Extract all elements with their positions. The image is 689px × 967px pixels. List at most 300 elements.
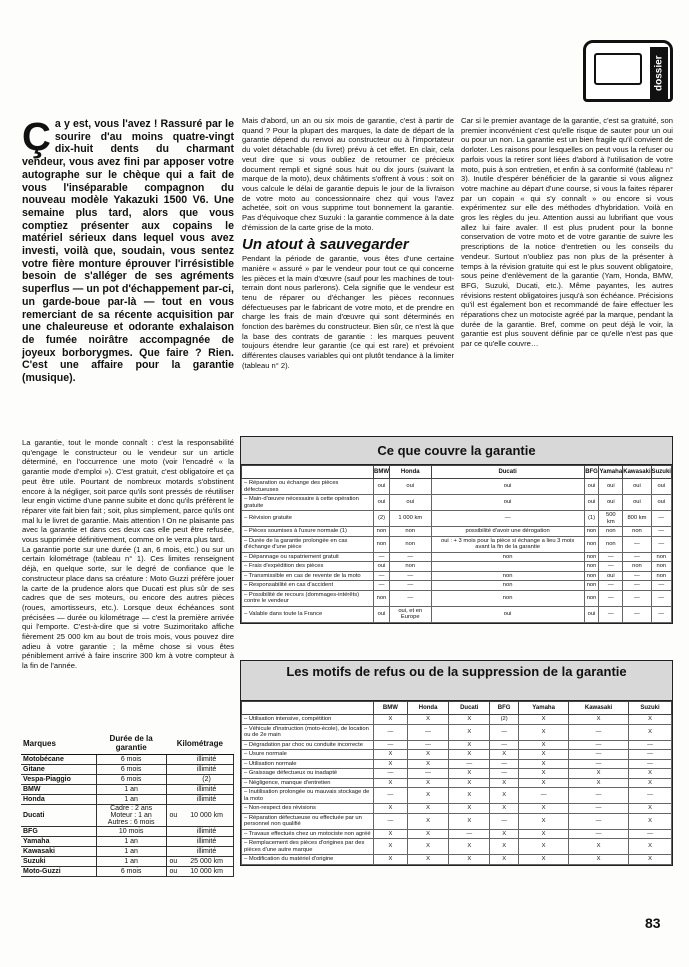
brand-header: Ducati: [449, 702, 490, 715]
table-cell: ou: [166, 867, 180, 877]
table-cell: [166, 795, 180, 805]
table-cell: —: [569, 829, 629, 839]
table-cell: illimité: [180, 765, 233, 775]
table-cell: X: [519, 804, 569, 814]
table-cell: X: [449, 804, 490, 814]
table-cell: —: [490, 769, 519, 779]
table-cell: Moto-Guzzi: [21, 867, 96, 877]
table-cell: X: [407, 759, 449, 769]
table-cell: non: [599, 527, 623, 537]
table-cell: non: [599, 536, 623, 552]
brand-header: Suzuki: [651, 466, 671, 479]
table-cell: X: [519, 778, 569, 788]
table-cell: —: [629, 750, 672, 760]
table-cell: non: [431, 590, 584, 606]
table-cell: —: [599, 581, 623, 591]
brand-header: Suzuki: [629, 702, 672, 715]
table-cell: —: [374, 740, 408, 750]
column-1-text: La garantie, tout le monde connaît : c'est la responsabilité qu'engage le constructeur ou le vendeur sur un article déterminé, en l'occurrence une moto (voir l'encadré « la garantie mode d'emploi »). C'est gratuit, c'est obligatoire et ça peut être utile. Pourtant de nombreux motards s'obstinent encore à la négliger, soit parce qu'ils sont pressés de réutiliser leur engin victime d'une panne subite et donc qu'ils préfèrent le réparer vite fait bien fait ; soit, plus simplement, parce qu'ils ont mal lu le livret de garantie. Mais attention ! On ne plaisante pas avec la garantie et dans ces deux cas elle peut être refusée, vous supprimée définitivement, comme on le verra plus tard. La garantie porte sur une durée (1 an, 6 mois, etc.) ou sur un certain kilométrage (tableau n° 1). Ces limites renseignent déjà, en quelque sorte, sur le degré de confiance que le constructeur place dans sa créature : Moto Guzzi préfère jouer la carte de la prudence alors que Ducati est plus sûr de ses cadres que de ses moteurs, ou encore des autres pièces (roues, amortisseurs, etc.). Lorsque deux échéances sont précisées — durée ou kilométrage — c'est la première arrivée qui l'emporte. C'est-à-dire que si votre Suzimoritako affiche fièrement 25 000 km au bout de trois mois, vous pouvez dire adieu à votre garantie ; la même chose si vous êtes péniblement arrivé à faire inscrire 300 km à votre compteur à la fin de l'année.: [22, 438, 234, 671]
table-cell: X: [407, 750, 449, 760]
section-heading: Un atout à sauvegarder: [242, 236, 409, 254]
table-cell: —: [449, 759, 490, 769]
table-cell: non: [584, 590, 599, 606]
refusals-table: [240, 660, 673, 866]
table-row: [242, 778, 672, 788]
table-cell: Motobécane: [21, 755, 96, 765]
table-cell: non: [584, 527, 599, 537]
row-label: – Remplacement des pièces d'origines par des pièces d'une autre marque: [242, 839, 374, 855]
table-cell: —: [449, 829, 490, 839]
table-cell: —: [390, 571, 432, 581]
table-cell: non: [431, 552, 584, 562]
table-cell: X: [629, 769, 672, 779]
brand-header: Ducati: [431, 466, 584, 479]
table-cell: —: [623, 581, 651, 591]
table-cell: non: [390, 527, 432, 537]
table-cell: X: [449, 855, 490, 865]
table-cell: —: [569, 813, 629, 829]
table-cell: —: [623, 606, 651, 622]
column-2-text-2: Pendant la période de garantie, vous êtes d'une certaine manière « assuré » par le vendeur pour tout ce qui concerne les pièces et la main d'œuvre (sauf pour les machines de tout-terrain dont nous parlerons). Cela signifie que le vendeur est tenu de réparer ou d'échanger les pièces reconnues défectueuses par le fabricant de votre moto, et de prendre en charge les frais de main d'œuvre qui sont déterminés en fonction des barèmes du constructeur. Bien sûr, ce n'est là que la base des contrats de garantie : les marques peuvent toujours étendre leur garantie (ce qui est rare) et prévoient différentes clauses variables qui ont plutôt tendance à la limiter (tableau n° 2).: [242, 254, 454, 370]
brand-header: BMW: [374, 702, 408, 715]
row-label: – Main-d'œuvre nécessaire à cette opération gratuite: [242, 495, 374, 511]
row-label: – Travaux effectués chez un motociste non agréé: [242, 829, 374, 839]
row-label: – Valable dans toute la France: [242, 606, 374, 622]
table-cell: —: [651, 511, 671, 527]
table-cell: X: [374, 839, 408, 855]
table-cell: X: [519, 769, 569, 779]
table-row: [242, 813, 672, 829]
table-row: [242, 527, 672, 537]
table-cell: non: [584, 536, 599, 552]
table-row: [242, 536, 672, 552]
table-cell: —: [629, 829, 672, 839]
table-cell: X: [569, 855, 629, 865]
table-cell: X: [374, 804, 408, 814]
intro-text: a y est, vous l'avez ! Rassuré par le sourire d'au moins quatre-vingt dix-huit dents du charmant vendeur, vous avez fini par apposer votre autographe sur le chèque qui a fait de vous l'inséparable compagnon du nouveau modèle Yakazuki 1500 V6. Une semaine plus tard, alors que vous comptiez présenter aux copains le matériel sérieux dans lequel vous avez investi, voilà que, soudain, vous sentez votre fière monture éprouver l'irrésistible besoin de s'alléger de ses agréments superflus — un pot d'échappement par-ci, un garde-boue par-là — tout en vous remerciant de sa récente acquisition par une chaleureuse et odorante exhalaison de fumée noirâtre accompagnée de joyeux borborygmes. Que faire ? Rien. C'est une affaire pour la garantie (musique).: [22, 118, 234, 385]
table-cell: oui: [599, 495, 623, 511]
table-cell: X: [407, 855, 449, 865]
row-label: – Utilisation normale: [242, 759, 374, 769]
table-cell: —: [629, 740, 672, 750]
table-cell: X: [449, 740, 490, 750]
brand-header: BMW: [374, 466, 390, 479]
table-cell: —: [374, 724, 408, 740]
table-cell: Honda: [21, 795, 96, 805]
table-cell: X: [374, 778, 408, 788]
table-cell: 1 000 km: [390, 511, 432, 527]
table-cell: X: [407, 839, 449, 855]
table-cell: X: [519, 715, 569, 725]
table-cell: non: [651, 571, 671, 581]
table-cell: Vespa-Piaggio: [21, 775, 96, 785]
table-row: [242, 552, 672, 562]
table-cell: —: [651, 581, 671, 591]
table-row: [242, 740, 672, 750]
table-cell: X: [629, 715, 672, 725]
table-cell: X: [519, 759, 569, 769]
table-cell: X: [407, 829, 449, 839]
table-cell: —: [374, 813, 408, 829]
table-row: [21, 837, 234, 847]
table-cell: —: [569, 724, 629, 740]
table-cell: X: [629, 804, 672, 814]
table-cell: X: [519, 839, 569, 855]
table-cell: —: [569, 750, 629, 760]
table-cell: X: [519, 740, 569, 750]
row-label: – Transmissible en cas de revente de la moto: [242, 571, 374, 581]
table-cell: —: [374, 552, 390, 562]
header-kilometrage: Kilométrage: [166, 732, 233, 755]
table-cell: oui: [431, 495, 584, 511]
covers-corner: [242, 466, 374, 479]
table-cell: oui: [431, 606, 584, 622]
brand-header: Yamaha: [599, 466, 623, 479]
table-cell: oui: [623, 495, 651, 511]
row-label: – Négligence, manque d'entretien: [242, 778, 374, 788]
table-cell: non: [584, 571, 599, 581]
dossier-tab: [583, 40, 673, 102]
table-cell: X: [519, 750, 569, 760]
table-cell: X: [407, 804, 449, 814]
table-cell: 10 mois: [96, 827, 166, 837]
table-row: [242, 788, 672, 804]
table-cell: X: [374, 759, 408, 769]
table-row: [242, 855, 672, 865]
table-cell: oui: [584, 479, 599, 495]
table-cell: —: [407, 724, 449, 740]
table-row: [21, 785, 234, 795]
table-cell: X: [519, 813, 569, 829]
table-cell: —: [519, 788, 569, 804]
brand-header: Kawasaki: [623, 466, 651, 479]
row-label: – Inutilisation prolongée ou mauvais stockage de la moto: [242, 788, 374, 804]
table-cell: X: [490, 839, 519, 855]
table-cell: [166, 765, 180, 775]
table-row: [242, 495, 672, 511]
table-cell: X: [569, 715, 629, 725]
table-cell: —: [390, 581, 432, 591]
table-cell: [166, 827, 180, 837]
table-row: [21, 857, 234, 867]
brand-header: BFG: [584, 466, 599, 479]
table-cell: —: [407, 740, 449, 750]
table-cell: —: [569, 759, 629, 769]
covers-table: [240, 436, 673, 624]
table-cell: X: [449, 839, 490, 855]
table-cell: X: [449, 769, 490, 779]
table-cell: X: [490, 855, 519, 865]
table-row: [242, 571, 672, 581]
table-cell: —: [490, 759, 519, 769]
table-row: [242, 479, 672, 495]
table-cell: X: [490, 788, 519, 804]
row-label: – Responsabilité en cas d'accident: [242, 581, 374, 591]
table-cell: [166, 775, 180, 785]
table-cell: —: [490, 813, 519, 829]
table-cell: oui : + 3 mois pour la pièce si échange a lieu 3 mois avant la fin de la garantie: [431, 536, 584, 552]
table-cell: non: [651, 552, 671, 562]
row-label: – Usure normale: [242, 750, 374, 760]
table-row: [242, 759, 672, 769]
table-cell: 25 000 km: [180, 857, 233, 867]
row-label: – Véhicule d'instruction (moto-école), de location ou de 2e main: [242, 724, 374, 740]
table-row: [242, 511, 672, 527]
table-cell: X: [374, 829, 408, 839]
table-cell: [166, 785, 180, 795]
table-cell: oui: [390, 479, 432, 495]
table-row: [21, 805, 234, 827]
table-cell: —: [407, 769, 449, 779]
table-cell: oui: [651, 479, 671, 495]
row-label: – Dépannage ou rapatriement gratuit: [242, 552, 374, 562]
table-cell: oui: [599, 479, 623, 495]
table-row: [242, 804, 672, 814]
table-cell: oui: [599, 571, 623, 581]
table-cell: non: [584, 581, 599, 591]
table-cell: —: [629, 759, 672, 769]
refusals-table-title: Les motifs de refus ou de la suppression de la garantie: [241, 661, 672, 701]
table-cell: X: [374, 855, 408, 865]
table-cell: X: [519, 724, 569, 740]
table-cell: —: [431, 511, 584, 527]
table-cell: —: [623, 571, 651, 581]
table-row: [242, 839, 672, 855]
table-cell: X: [490, 778, 519, 788]
table-cell: 6 mois: [96, 755, 166, 765]
table-cell: X: [449, 715, 490, 725]
row-label: – Réparation défectueuse ou effectuée par un personnel non qualifié: [242, 813, 374, 829]
table-cell: —: [623, 590, 651, 606]
table-cell: X: [407, 813, 449, 829]
table-cell: —: [569, 804, 629, 814]
table-row: [21, 795, 234, 805]
header-duree: Durée de la garantie: [96, 732, 166, 755]
table-cell: —: [651, 606, 671, 622]
refusals-corner: [242, 702, 374, 715]
table-cell: non: [374, 536, 390, 552]
intro-block: [22, 115, 234, 385]
table-row: [242, 590, 672, 606]
table-row: [242, 724, 672, 740]
table-row: [242, 750, 672, 760]
table-cell: X: [569, 839, 629, 855]
table-cell: X: [490, 804, 519, 814]
table-cell: (2): [180, 775, 233, 785]
column-2-text: Mais d'abord, un an ou six mois de garantie, c'est à partir de quand ? Pour la plupart des marques, la date de départ de la garantie dépend du renvoi au constructeur ou à l'importateur du volet détachable (du livret) prévu à cet effet. En clair, cela veut dire que si vous oubliez de retourner ce précieux document rempli et signé sous huit ou dix jours (suivant la marque de la moto), deux châtiments s'offrent à vous : soit on vous calcule le délai de garantie depuis le jour de la livraison de votre moto au concessionnaire chez qui vous l'avez achetée, soit on vous supprime tout bonnement la garantie. Pas d'équivoque chez Suzuki : la garantie commence à la date d'émission de la carte grise de la moto.: [242, 116, 454, 232]
table-cell: 800 km: [623, 511, 651, 527]
row-label: – Réparation ou échange des pièces défectueuses: [242, 479, 374, 495]
row-label: – Modification du matériel d'origine: [242, 855, 374, 865]
brand-header: Kawasaki: [569, 702, 629, 715]
table-cell: X: [629, 724, 672, 740]
table-cell: X: [374, 715, 408, 725]
tab-frame-graphic: [594, 53, 642, 85]
dropcap: Ç: [22, 115, 51, 159]
table-cell: —: [629, 788, 672, 804]
table-cell: 1 an: [96, 795, 166, 805]
row-label: – Graissage défectueux ou inadapté: [242, 769, 374, 779]
table-cell: —: [374, 788, 408, 804]
table-cell: non: [390, 536, 432, 552]
table-cell: 1 an: [96, 847, 166, 857]
table-cell: X: [569, 769, 629, 779]
table-cell: —: [374, 571, 390, 581]
brand-header: Honda: [390, 466, 432, 479]
table-cell: Yamaha: [21, 837, 96, 847]
table-cell: BFG: [21, 827, 96, 837]
table-cell: Gitane: [21, 765, 96, 775]
table-cell: X: [629, 855, 672, 865]
table-cell: ou: [166, 857, 180, 867]
table-cell: —: [623, 552, 651, 562]
table-cell: BMW: [21, 785, 96, 795]
table-row: [242, 606, 672, 622]
table-cell: Cadre : 2 ans Moteur : 1 an Autres : 6 mois: [96, 805, 166, 827]
table-row: [21, 765, 234, 775]
table-cell: non: [623, 527, 651, 537]
table-cell: illimité: [180, 785, 233, 795]
table-cell: illimité: [180, 847, 233, 857]
table-cell: (1): [584, 511, 599, 527]
table-cell: —: [599, 552, 623, 562]
table-row: [242, 829, 672, 839]
table-cell: Suzuki: [21, 857, 96, 867]
table-cell: —: [651, 590, 671, 606]
table-cell: [431, 562, 584, 572]
table-cell: —: [599, 590, 623, 606]
table-cell: —: [569, 740, 629, 750]
table-cell: Kawasaki: [21, 847, 96, 857]
table-cell: X: [629, 778, 672, 788]
table-cell: non: [431, 571, 584, 581]
table-cell: illimité: [180, 827, 233, 837]
table-cell: [166, 755, 180, 765]
table-cell: oui: [374, 495, 390, 511]
table-cell: oui: [374, 606, 390, 622]
table-cell: [166, 837, 180, 847]
row-label: – Dégradation par choc ou conduite incorrecte: [242, 740, 374, 750]
intro-paragraph: [22, 115, 234, 385]
table-cell: illimité: [180, 837, 233, 847]
brand-header: BFG: [490, 702, 519, 715]
table-cell: 1 an: [96, 785, 166, 795]
table-cell: illimité: [180, 755, 233, 765]
duration-table: [21, 732, 234, 877]
row-label: – Possibilité de recours (dommages-intérêts) contre le vendeur: [242, 590, 374, 606]
table-cell: 6 mois: [96, 775, 166, 785]
table-cell: —: [490, 724, 519, 740]
row-label: – Non-respect des révisions: [242, 804, 374, 814]
table-cell: 1 an: [96, 837, 166, 847]
table-cell: 6 mois: [96, 867, 166, 877]
table-cell: oui, et en Europe: [390, 606, 432, 622]
table-cell: 10 000 km: [180, 867, 233, 877]
table-cell: X: [519, 855, 569, 865]
table-cell: oui: [584, 495, 599, 511]
table-cell: 6 mois: [96, 765, 166, 775]
table-cell: X: [407, 778, 449, 788]
table-cell: non: [584, 552, 599, 562]
table-cell: oui: [584, 606, 599, 622]
header-marques: Marques: [21, 732, 96, 755]
table-row: [242, 562, 672, 572]
page-number: 83: [645, 915, 661, 931]
table-cell: Ducati: [21, 805, 96, 827]
table-cell: X: [490, 829, 519, 839]
table-cell: —: [599, 606, 623, 622]
table-cell: 500 km: [599, 511, 623, 527]
table-cell: X: [374, 750, 408, 760]
table-cell: X: [519, 829, 569, 839]
table-row: [21, 867, 234, 877]
row-label: – Durée de la garantie prolongée en cas d'échange d'une pièce: [242, 536, 374, 552]
table-cell: non: [390, 562, 432, 572]
table-cell: X: [629, 813, 672, 829]
table-cell: X: [449, 724, 490, 740]
table-cell: X: [629, 839, 672, 855]
brand-header: Honda: [407, 702, 449, 715]
table-cell: 10 000 km: [180, 805, 233, 827]
table-cell: X: [449, 750, 490, 760]
table-cell: —: [651, 527, 671, 537]
table-cell: X: [490, 750, 519, 760]
table-cell: oui: [374, 562, 390, 572]
table-row: [242, 715, 672, 725]
table-row: [21, 847, 234, 857]
table-cell: —: [374, 769, 408, 779]
covers-table-title: Ce que couvre la garantie: [241, 437, 672, 465]
table-cell: (2): [374, 511, 390, 527]
table-cell: —: [490, 740, 519, 750]
table-cell: X: [407, 715, 449, 725]
table-cell: —: [599, 562, 623, 572]
table-cell: 1 an: [96, 857, 166, 867]
table-cell: ou: [166, 805, 180, 827]
table-row: [242, 769, 672, 779]
row-label: – Pièces soumises à l'usure normale (1): [242, 527, 374, 537]
table-cell: possibilité d'avoir une dérogation: [431, 527, 584, 537]
row-label: – Révision gratuite: [242, 511, 374, 527]
table-cell: oui: [390, 495, 432, 511]
table-cell: —: [569, 788, 629, 804]
table-cell: oui: [431, 479, 584, 495]
table-cell: oui: [651, 495, 671, 511]
table-row: [21, 755, 234, 765]
row-label: – Frais d'expédition des pièces: [242, 562, 374, 572]
table-cell: illimité: [180, 795, 233, 805]
table-row: [21, 775, 234, 785]
table-cell: non: [623, 562, 651, 572]
section-label: dossier: [650, 47, 668, 99]
table-row: [242, 581, 672, 591]
table-cell: —: [623, 536, 651, 552]
table-cell: X: [449, 813, 490, 829]
table-cell: X: [449, 788, 490, 804]
table-cell: X: [449, 778, 490, 788]
brand-header: Yamaha: [519, 702, 569, 715]
table-row: [21, 827, 234, 837]
table-cell: —: [374, 581, 390, 591]
table-cell: X: [407, 788, 449, 804]
row-label: – Utilisation intensive, compétition: [242, 715, 374, 725]
table-cell: oui: [374, 479, 390, 495]
table-cell: [166, 847, 180, 857]
table-cell: (2): [490, 715, 519, 725]
table-cell: oui: [623, 479, 651, 495]
table-cell: —: [390, 552, 432, 562]
table-cell: —: [651, 536, 671, 552]
